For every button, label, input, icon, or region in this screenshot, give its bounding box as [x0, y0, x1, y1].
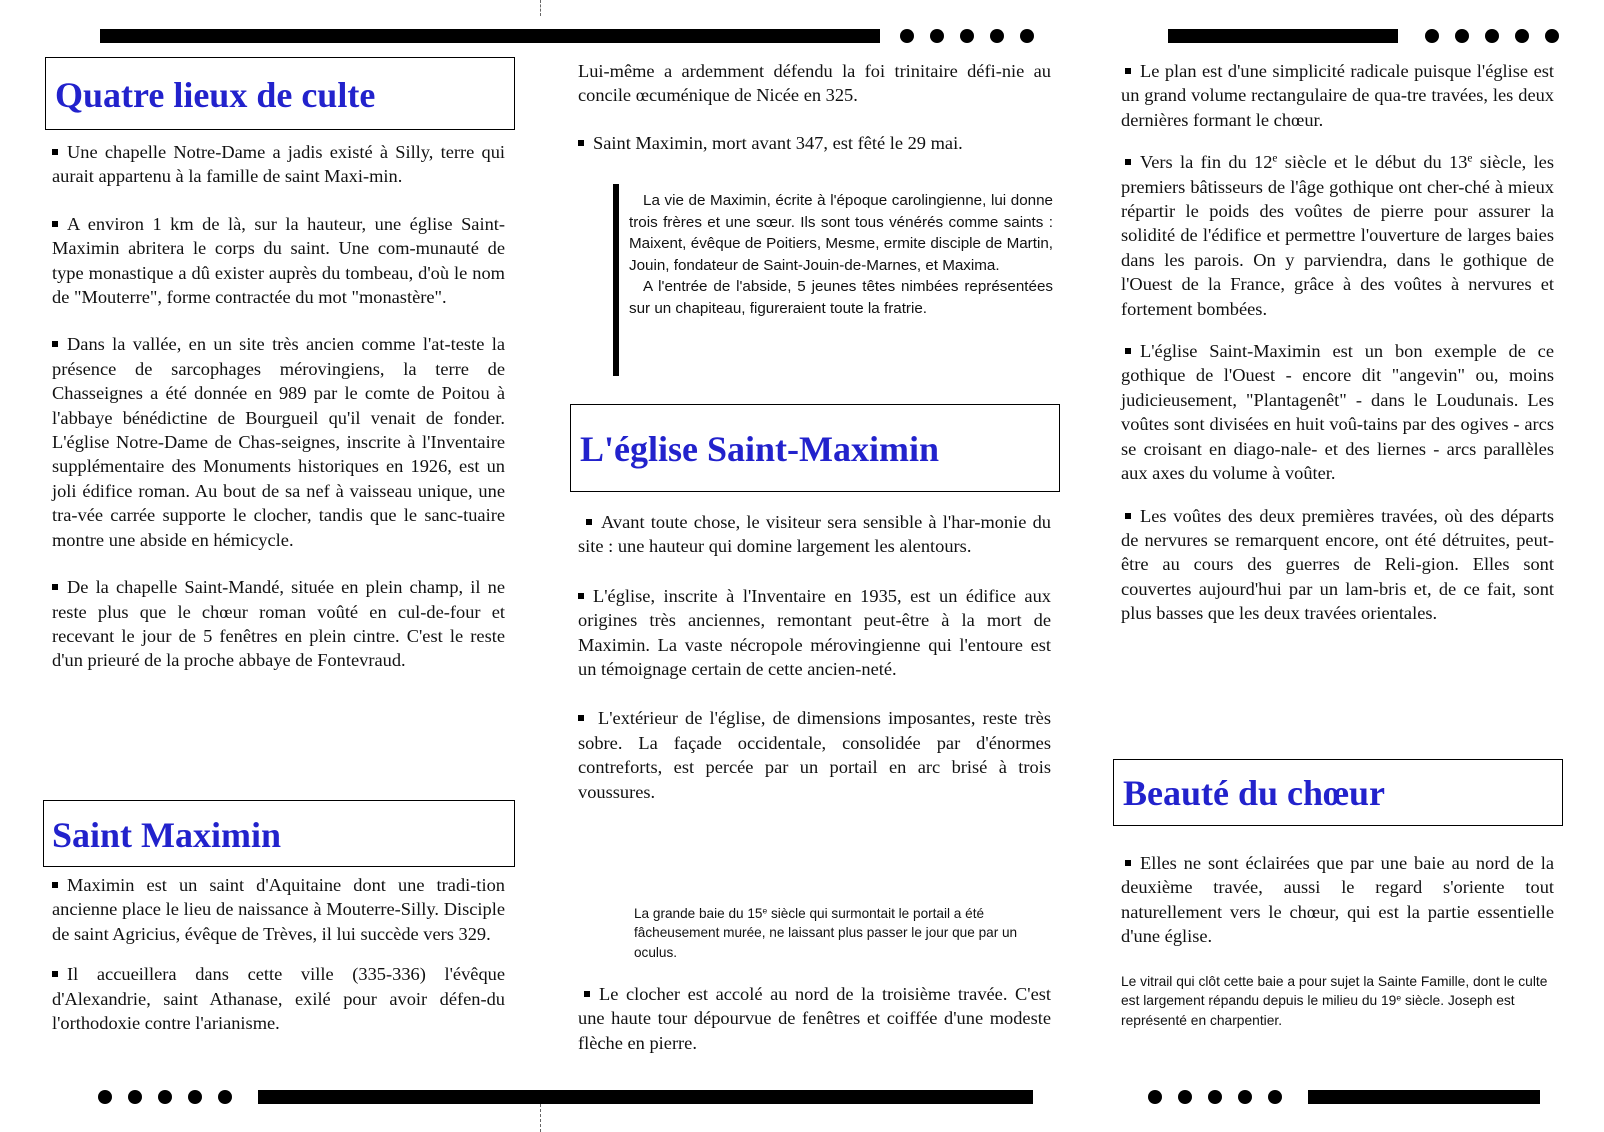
paragraph: Il accueillera dans cette ville (335-336) l'évêque d'Alexandrie, saint Athanase, exilé pour avoir défen-du l'orthodoxie contre l'arianisme. [52, 964, 505, 1034]
bullet-icon [578, 715, 584, 721]
heading-eglise: L'église Saint-Maximin [580, 429, 939, 469]
paragraph: Une chapelle Notre-Dame a jadis existé à Silly, terre qui aurait appartenu à la famille de saint Maxi-min. [52, 142, 505, 187]
bullet-icon [1125, 68, 1131, 74]
heading-box-quatre-lieux [45, 57, 515, 130]
bullet-icon [52, 971, 58, 977]
heading-saint-maximin: Saint Maximin [52, 815, 282, 855]
note-block [1121, 972, 1554, 1030]
bullet-icon [1125, 860, 1131, 866]
paragraph: L'église Saint-Maximin est un bon exemple de ce gothique de l'Ouest - encore dit "angevin" ou, moins judicieusement, "Plantagenêt" - dans le Loudunais. Les voûtes sont divisées en huit voû-tains par des ogives - arcs se croisant en diago-nale- et des liernes - arcs parallèles aux axes du volume à voûter. [1121, 341, 1554, 484]
column-3-upper [1121, 59, 1554, 626]
bullet-icon [52, 882, 58, 888]
heading-box-eglise [570, 404, 1060, 492]
bottom-bar-right [1308, 1090, 1540, 1104]
paragraph: Le clocher est accolé au nord de la troisième travée. C'est une haute tour dépourvue de fenêtres et coiffée d'une modeste flèche en pierre. [578, 984, 1051, 1053]
bullet-icon [584, 991, 590, 997]
paragraph: Le plan est d'une simplicité radicale puisque l'église est un grand volume rectangulaire de qua-tre travées, les deux dernières formant le chœur. [1121, 61, 1554, 130]
paragraph: De la chapelle Saint-Mandé, située en plein champ, il ne reste plus que le chœur roman voûté en cul-de-four et recevant le jour de 5 fenêtres en plein cintre. C'est le reste d'un prieuré de la proche abbaye de Fontevraud. [52, 577, 505, 671]
column-1-lower [52, 873, 505, 1035]
heading-box-beaute [1113, 759, 1563, 826]
quote-block [613, 184, 1053, 376]
heading-quatre-lieux: Quatre lieux de culte [55, 75, 376, 115]
top-dots-right [1425, 29, 1559, 43]
note-block [634, 904, 1052, 962]
bullet-icon [52, 221, 58, 227]
paragraph: Dans la vallée, en un site très ancien comme l'at-teste la présence de sarcophages mérovingiens, la terre de Chasseignes a été donnée en 989 par le comte de Poitou à l'abbaye bénédictine de Bourgueil qu'il venait de fonder. L'église Notre-Dame de Chas-seignes, inscrite à l'Inventaire supplémentaire des Monuments historiques en 1926, est un joli édifice roman. Au bout de sa nef à vaisseau unique, une tra-vée carrée supporte le clocher, tandis que le sanc-tuaire montre une abside en hémicycle. [52, 334, 505, 550]
heading-box-saint-maximin [43, 800, 515, 867]
paragraph: L'église, inscrite à l'Inventaire en 1935, est un édifice aux origines très anciennes, remontant peut-être à la mort de Maximin. La vaste nécropole mérovingienne qui l'entoure est un témoignage certain de cette ancien-neté. [578, 585, 1051, 680]
fold-mark-top [540, 0, 541, 16]
column-1-upper [52, 140, 505, 673]
column-2-upper [578, 59, 1051, 155]
paragraph: Maximin est un saint d'Aquitaine dont une tradi-tion ancienne place le lieu de naissance à Mouterre-Silly. Disciple de saint Agricius, évêque de Trèves, il lui succède vers 329. [52, 875, 505, 944]
bullet-icon [1125, 348, 1131, 354]
bullet-icon [1125, 159, 1131, 165]
fold-mark-bottom [540, 1104, 541, 1132]
paragraph: Elles ne sont éclairées que par une baie au nord de la deuxième travée, aussi le regard s'oriente tout naturellement vers le chœur, qui est la partie essentielle d'une église. [1121, 853, 1554, 947]
bullet-icon [578, 593, 584, 599]
quote-text: A l'entrée de l'abside, 5 jeunes têtes nimbées représentées sur un chapiteau, figureraient toute la fratrie. [629, 278, 1053, 317]
paragraph: A environ 1 km de là, sur la hauteur, une église Saint-Maximin abritera le corps du saint. Une com-munauté de type monastique a dû exister auprès du tombeau, d'où le nom de "Mouterre", forme contractée du mot "monastère". [52, 213, 505, 308]
bottom-dots-right [1148, 1090, 1282, 1104]
note-text: Le vitrail qui clôt cette baie a pour sujet la Sainte Famille, dont le culte est largement répandu depuis le milieu du 19e siècle. Joseph est représenté en charpentier. [1121, 974, 1548, 1028]
paragraph: Avant toute chose, le visiteur sera sensible à l'har-monie du site : une hauteur qui domine largement les alentours. [578, 512, 1051, 557]
top-bar-right [1168, 29, 1398, 43]
paragraph: Lui-même a ardemment défendu la foi trinitaire défi-nie au concile œcuménique de Nicée en 325. [578, 61, 1051, 106]
bullet-icon [1125, 513, 1131, 519]
bullet-icon [52, 341, 58, 347]
bullet-icon [586, 519, 592, 525]
bullet-icon [52, 149, 58, 155]
bottom-dots-left [98, 1090, 232, 1104]
bullet-icon [52, 584, 58, 590]
top-bar-left [100, 29, 880, 43]
column-2-lower [578, 982, 1051, 1055]
top-dots-left [900, 29, 1034, 43]
bullet-icon [578, 140, 584, 146]
paragraph: Saint Maximin, mort avant 347, est fêté le 29 mai. [578, 131, 1051, 155]
paragraph: Vers la fin du 12e siècle et le début du 13e siècle, les premiers bâtisseurs de l'âge gothique ont cher-ché à mieux répartir le poids des voûtes de pierre pour assurer la solidité de l'édifice et permettre l'ouverture de larges baies dans les parois. On y parviendra, dans le gothique de l'Ouest de la France, grâce à des voûtes à nervures et fortement bombées. [1121, 152, 1554, 319]
column-3-lower [1121, 851, 1554, 949]
quote-text: La vie de Maximin, écrite à l'époque carolingienne, lui donne trois frères et une sœur. Ils sont tous vénérés comme saints : Maixent, évêque de Poitiers, Mesme, ermite disciple de Martin, Jouin, fondateur de Saint-Jouin-de-Marnes, et Maxima. [629, 192, 1053, 274]
paragraph: Les voûtes des deux premières travées, où des départs de nervures se remarquent encore, ont été détruites, peut-être au cours des guerres de Reli-gion. Elles sont couvertes aujourd'hui par un lam-bris et, de ce fait, sont plus basses que les deux travées orientales. [1121, 505, 1554, 624]
heading-beaute: Beauté du chœur [1123, 773, 1386, 813]
note-text: La grande baie du 15e siècle qui surmontait le portail a été fâcheusement murée, ne laissant plus passer le jour que par un oculus. [634, 905, 1018, 960]
column-2-middle [578, 510, 1051, 804]
paragraph: L'extérieur de l'église, de dimensions imposantes, reste très sobre. La façade occidentale, consolidée par d'énormes contreforts, est percée par un portail en arc brisé à trois voussures. [578, 708, 1051, 802]
bottom-bar-left [258, 1090, 1033, 1104]
